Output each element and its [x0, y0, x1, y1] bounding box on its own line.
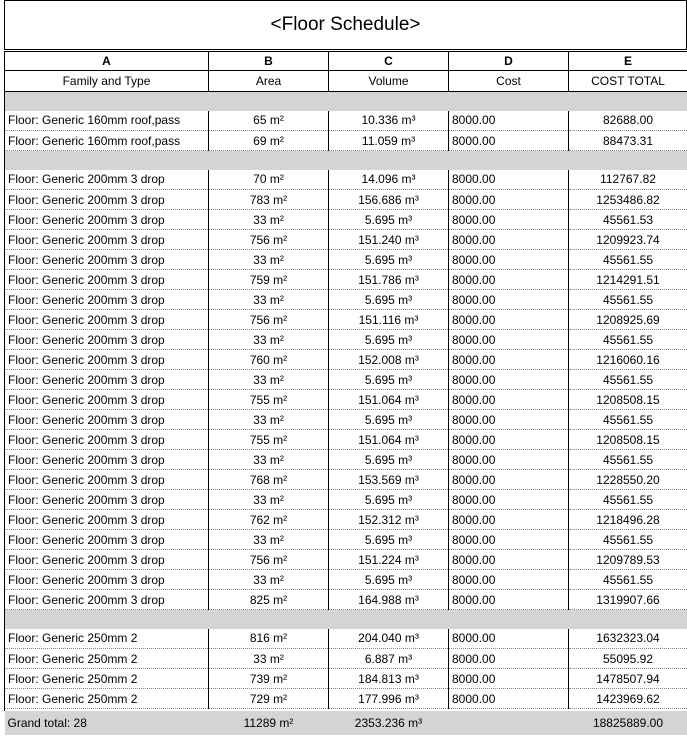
floor-schedule-table [4, 51, 687, 735]
cell-cost[interactable]: 8000.00 [449, 430, 569, 450]
cell-volume[interactable]: 10.336 m³ [329, 111, 449, 131]
cell-area[interactable]: 756 m² [209, 550, 329, 570]
cell-area[interactable]: 65 m² [209, 111, 329, 131]
cell-cost-total[interactable]: 1216060.16 [569, 350, 687, 370]
cell-family-type[interactable]: Floor: Generic 200mm 3 drop [5, 350, 209, 370]
cell-cost-total[interactable]: 55095.92 [569, 649, 687, 669]
cell-volume[interactable]: 5.695 m³ [329, 450, 449, 470]
cell-cost[interactable]: 8000.00 [449, 590, 569, 610]
cell-area[interactable]: 768 m² [209, 470, 329, 490]
table-row[interactable] [5, 270, 687, 290]
table-row[interactable] [5, 689, 687, 709]
cell-area[interactable]: 759 m² [209, 270, 329, 290]
cell-cost[interactable]: 8000.00 [449, 330, 569, 350]
cell-family-type[interactable]: Floor: Generic 200mm 3 drop [5, 550, 209, 570]
cell-area[interactable]: 816 m² [209, 629, 329, 649]
cell-volume[interactable]: 5.695 m³ [329, 490, 449, 510]
table-row[interactable] [5, 510, 687, 530]
table-row[interactable] [5, 669, 687, 689]
cell-volume[interactable]: 151.064 m³ [329, 430, 449, 450]
table-row[interactable] [5, 131, 687, 151]
cell-area[interactable]: 755 m² [209, 390, 329, 410]
column-letter-d[interactable]: D [449, 52, 569, 71]
cell-cost[interactable]: 8000.00 [449, 470, 569, 490]
cell-cost[interactable]: 8000.00 [449, 510, 569, 530]
table-row[interactable] [5, 310, 687, 330]
cell-volume[interactable]: 164.988 m³ [329, 590, 449, 610]
cell-cost[interactable]: 8000.00 [449, 570, 569, 590]
table-row[interactable] [5, 410, 687, 430]
cell-volume[interactable]: 152.008 m³ [329, 350, 449, 370]
cell-cost-total[interactable]: 1208508.15 [569, 430, 687, 450]
cell-volume[interactable]: 152.312 m³ [329, 510, 449, 530]
group-separator [5, 151, 687, 170]
table-row[interactable] [5, 111, 687, 131]
cell-family-type[interactable]: Floor: Generic 200mm 3 drop [5, 590, 209, 610]
cell-volume[interactable]: 151.064 m³ [329, 390, 449, 410]
cell-cost-total[interactable]: 45561.55 [569, 250, 687, 270]
cell-cost[interactable]: 8000.00 [449, 350, 569, 370]
cell-cost-total[interactable]: 45561.55 [569, 530, 687, 550]
cell-family-type[interactable]: Floor: Generic 250mm 2 [5, 669, 209, 689]
cell-family-type[interactable]: Floor: Generic 200mm 3 drop [5, 530, 209, 550]
cell-family-type[interactable]: Floor: Generic 200mm 3 drop [5, 410, 209, 430]
table-row[interactable] [5, 370, 687, 390]
cell-area[interactable]: 33 m² [209, 490, 329, 510]
column-letter-c[interactable]: C [329, 52, 449, 71]
cell-cost[interactable]: 8000.00 [449, 290, 569, 310]
cell-volume[interactable]: 5.695 m³ [329, 250, 449, 270]
cell-cost[interactable]: 8000.00 [449, 270, 569, 290]
cell-volume[interactable]: 204.040 m³ [329, 629, 449, 649]
cell-cost-total[interactable]: 1228550.20 [569, 470, 687, 490]
cell-volume[interactable]: 151.116 m³ [329, 310, 449, 330]
table-row[interactable] [5, 290, 687, 310]
cell-area[interactable]: 33 m² [209, 290, 329, 310]
cell-area[interactable]: 33 m² [209, 649, 329, 669]
cell-cost[interactable]: 8000.00 [449, 370, 569, 390]
cell-area[interactable]: 33 m² [209, 210, 329, 230]
cell-family-type[interactable]: Floor: Generic 250mm 2 [5, 649, 209, 669]
cell-family-type[interactable]: Floor: Generic 200mm 3 drop [5, 450, 209, 470]
header-family-and-type[interactable]: Family and Type [5, 71, 209, 92]
cell-cost-total[interactable]: 45561.55 [569, 450, 687, 470]
header-volume[interactable]: Volume [329, 71, 449, 92]
cell-area[interactable]: 739 m² [209, 669, 329, 689]
cell-volume[interactable]: 151.224 m³ [329, 550, 449, 570]
cell-cost-total[interactable]: 1478507.94 [569, 669, 687, 689]
cell-area[interactable]: 755 m² [209, 430, 329, 450]
cell-family-type[interactable]: Floor: Generic 200mm 3 drop [5, 570, 209, 590]
header-cost-total[interactable]: COST TOTAL [569, 71, 687, 92]
cell-cost[interactable]: 8000.00 [449, 410, 569, 430]
cell-family-type[interactable]: Floor: Generic 200mm 3 drop [5, 270, 209, 290]
group-separator-cell [5, 92, 687, 111]
table-row[interactable] [5, 250, 687, 270]
cell-cost[interactable]: 8000.00 [449, 250, 569, 270]
cell-cost-total[interactable]: 1214291.51 [569, 270, 687, 290]
cell-family-type[interactable]: Floor: Generic 200mm 3 drop [5, 430, 209, 450]
cell-cost-total[interactable]: 45561.55 [569, 570, 687, 590]
cell-area[interactable]: 783 m² [209, 190, 329, 210]
table-row[interactable] [5, 390, 687, 410]
cell-family-type[interactable]: Floor: Generic 200mm 3 drop [5, 490, 209, 510]
cell-area[interactable]: 33 m² [209, 330, 329, 350]
group-separator-cell [5, 610, 687, 629]
grand-total-label: Grand total: 28 [5, 711, 209, 735]
cell-cost-total[interactable]: 1423969.62 [569, 689, 687, 709]
cell-cost-total[interactable]: 45561.55 [569, 410, 687, 430]
cell-area[interactable]: 756 m² [209, 230, 329, 250]
cell-area[interactable]: 760 m² [209, 350, 329, 370]
column-letter-b[interactable]: B [209, 52, 329, 71]
cell-cost-total[interactable]: 45561.55 [569, 490, 687, 510]
cell-cost-total[interactable]: 1209789.53 [569, 550, 687, 570]
column-letter-e[interactable]: E [569, 52, 687, 71]
table-row[interactable] [5, 170, 687, 190]
header-area[interactable]: Area [209, 71, 329, 92]
cell-cost-total[interactable]: 1253486.82 [569, 190, 687, 210]
column-letter-row [5, 52, 687, 71]
cell-volume[interactable]: 151.786 m³ [329, 270, 449, 290]
cell-volume[interactable]: 177.996 m³ [329, 689, 449, 709]
cell-volume[interactable]: 151.240 m³ [329, 230, 449, 250]
cell-area[interactable]: 70 m² [209, 170, 329, 190]
cell-cost[interactable]: 8000.00 [449, 689, 569, 709]
cell-family-type[interactable]: Floor: Generic 200mm 3 drop [5, 250, 209, 270]
cell-cost[interactable]: 8000.00 [449, 170, 569, 190]
cell-area[interactable]: 69 m² [209, 131, 329, 151]
cell-cost-total[interactable]: 45561.55 [569, 370, 687, 390]
grand-total-cost [449, 711, 569, 735]
table-row[interactable] [5, 590, 687, 610]
cell-volume[interactable]: 5.695 m³ [329, 570, 449, 590]
cell-volume[interactable]: 5.695 m³ [329, 370, 449, 390]
cell-cost[interactable]: 8000.00 [449, 390, 569, 410]
cell-family-type[interactable]: Floor: Generic 200mm 3 drop [5, 510, 209, 530]
cell-cost[interactable]: 8000.00 [449, 310, 569, 330]
cell-cost[interactable]: 8000.00 [449, 490, 569, 510]
cell-area[interactable]: 33 m² [209, 530, 329, 550]
grand-total-row [5, 711, 687, 735]
cell-cost[interactable]: 8000.00 [449, 450, 569, 470]
cell-cost[interactable]: 8000.00 [449, 210, 569, 230]
table-row[interactable] [5, 470, 687, 490]
cell-volume[interactable]: 11.059 m³ [329, 131, 449, 151]
grand-total-volume: 2353.236 m³ [329, 711, 449, 735]
cell-cost[interactable]: 8000.00 [449, 530, 569, 550]
table-row[interactable] [5, 430, 687, 450]
cell-cost-total[interactable]: 1632323.04 [569, 629, 687, 649]
cell-family-type[interactable]: Floor: Generic 250mm 2 [5, 689, 209, 709]
table-row[interactable] [5, 330, 687, 350]
cell-family-type[interactable]: Floor: Generic 250mm 2 [5, 629, 209, 649]
cell-cost-total[interactable]: 1218496.28 [569, 510, 687, 530]
cell-cost-total[interactable]: 1209923.74 [569, 230, 687, 250]
schedule-title: <Floor Schedule> [4, 0, 687, 50]
cell-family-type[interactable]: Floor: Generic 200mm 3 drop [5, 470, 209, 490]
cell-volume[interactable]: 14.096 m³ [329, 170, 449, 190]
cell-family-type[interactable]: Floor: Generic 200mm 3 drop [5, 210, 209, 230]
cell-family-type[interactable]: Floor: Generic 200mm 3 drop [5, 230, 209, 250]
group-separator [5, 610, 687, 629]
table-row[interactable] [5, 350, 687, 370]
cell-cost-total[interactable]: 1208508.15 [569, 390, 687, 410]
table-row[interactable] [5, 230, 687, 250]
cell-area[interactable]: 729 m² [209, 689, 329, 709]
grand-total-area: 11289 m² [209, 711, 329, 735]
cell-cost[interactable]: 8000.00 [449, 131, 569, 151]
cell-family-type[interactable]: Floor: Generic 200mm 3 drop [5, 170, 209, 190]
cell-area[interactable]: 33 m² [209, 410, 329, 430]
table-row[interactable] [5, 570, 687, 590]
cell-cost[interactable]: 8000.00 [449, 629, 569, 649]
cell-cost-total[interactable]: 45561.53 [569, 210, 687, 230]
cell-family-type[interactable]: Floor: Generic 200mm 3 drop [5, 370, 209, 390]
cell-family-type[interactable]: Floor: Generic 200mm 3 drop [5, 190, 209, 210]
cell-area[interactable]: 33 m² [209, 370, 329, 390]
table-row[interactable] [5, 450, 687, 470]
cell-area[interactable]: 33 m² [209, 570, 329, 590]
cell-cost[interactable]: 8000.00 [449, 649, 569, 669]
column-header-row [5, 71, 687, 92]
cell-cost-total[interactable]: 88473.31 [569, 131, 687, 151]
group-separator-cell [5, 151, 687, 170]
cell-area[interactable]: 762 m² [209, 510, 329, 530]
cell-area[interactable]: 33 m² [209, 450, 329, 470]
cell-area[interactable]: 756 m² [209, 310, 329, 330]
cell-cost-total[interactable]: 1319907.66 [569, 590, 687, 610]
table-row[interactable] [5, 190, 687, 210]
cell-cost-total[interactable]: 45561.55 [569, 330, 687, 350]
column-letter-a[interactable]: A [5, 52, 209, 71]
cell-cost[interactable]: 8000.00 [449, 550, 569, 570]
cell-cost[interactable]: 8000.00 [449, 230, 569, 250]
cell-volume[interactable]: 6.887 m³ [329, 649, 449, 669]
table-row[interactable] [5, 490, 687, 510]
table-row[interactable] [5, 530, 687, 550]
cell-family-type[interactable]: Floor: Generic 160mm roof,pass [5, 111, 209, 131]
table-row[interactable] [5, 210, 687, 230]
cell-volume[interactable]: 5.695 m³ [329, 330, 449, 350]
cell-area[interactable]: 33 m² [209, 250, 329, 270]
header-cost[interactable]: Cost [449, 71, 569, 92]
cell-cost-total[interactable]: 82688.00 [569, 111, 687, 131]
cell-area[interactable]: 825 m² [209, 590, 329, 610]
cell-volume[interactable]: 184.813 m³ [329, 669, 449, 689]
group-separator [5, 92, 687, 111]
cell-family-type[interactable]: Floor: Generic 200mm 3 drop [5, 290, 209, 310]
cell-volume[interactable]: 5.695 m³ [329, 530, 449, 550]
cell-volume[interactable]: 153.569 m³ [329, 470, 449, 490]
cell-cost[interactable]: 8000.00 [449, 669, 569, 689]
cell-cost-total[interactable]: 45561.55 [569, 290, 687, 310]
cell-family-type[interactable]: Floor: Generic 200mm 3 drop [5, 330, 209, 350]
cell-family-type[interactable]: Floor: Generic 200mm 3 drop [5, 390, 209, 410]
cell-cost-total[interactable]: 112767.82 [569, 170, 687, 190]
cell-cost-total[interactable]: 1208925.69 [569, 310, 687, 330]
cell-cost[interactable]: 8000.00 [449, 111, 569, 131]
table-row[interactable] [5, 629, 687, 649]
cell-volume[interactable]: 5.695 m³ [329, 290, 449, 310]
cell-volume[interactable]: 5.695 m³ [329, 410, 449, 430]
cell-volume[interactable]: 156.686 m³ [329, 190, 449, 210]
table-row[interactable] [5, 550, 687, 570]
cell-cost[interactable]: 8000.00 [449, 190, 569, 210]
grand-total-cost-total: 18825889.00 [569, 711, 687, 735]
cell-family-type[interactable]: Floor: Generic 160mm roof,pass [5, 131, 209, 151]
cell-volume[interactable]: 5.695 m³ [329, 210, 449, 230]
table-row[interactable] [5, 649, 687, 669]
cell-family-type[interactable]: Floor: Generic 200mm 3 drop [5, 310, 209, 330]
